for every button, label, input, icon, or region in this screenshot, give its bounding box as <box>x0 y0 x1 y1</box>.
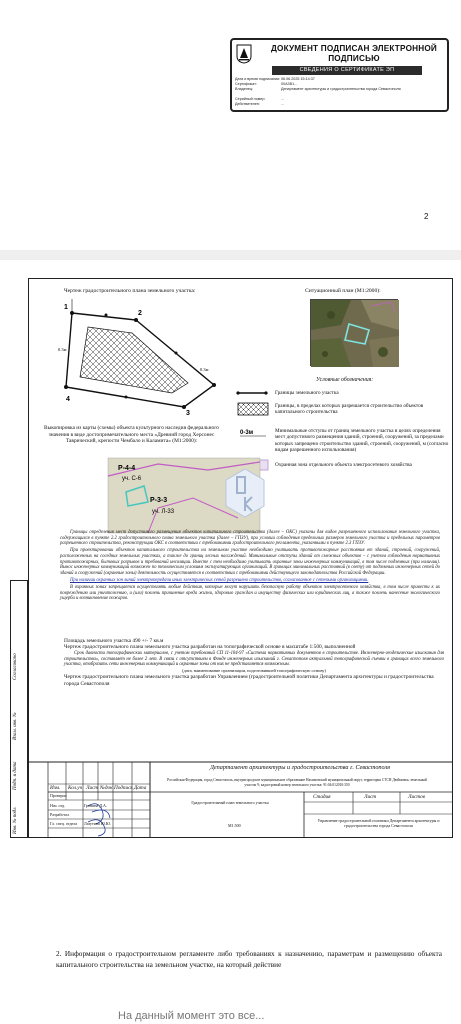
page-number: 2 <box>424 212 429 221</box>
survey-basis: Чертеж градостроительного плана земельного участка разработан на топографической основе в масштабе 1:500, выполненной <box>64 644 356 651</box>
plan-title: Чертеж градостроительного плана земельного участка: <box>64 288 196 294</box>
plan-dim-label: 0.3м <box>200 367 209 372</box>
legend-item: Границы, в пределах которых разрешается строительство объектов капитального строительства <box>275 403 424 416</box>
survey-note: Срок давности топографических материалов, с учетом требований СП 11-104-97 «Система нормативных документов в строительстве. Инженерно-геодезические изыскания для строительства», составляет не более 2 лет. В связи с отсутствием в Фонде инженерных изысканий г. Севастополя актуальной топографической съемки в границах всего земельного участка, отобразить сети инженерных коммуникаций и охранные зоны от них не представляется возможным. <box>64 650 444 668</box>
tb-header: Лист <box>86 785 99 791</box>
tb-header: Дата <box>134 785 147 791</box>
tb-department: Управление градостроительной политики Департамента архитектуры и градостроительства города Севастополя <box>317 818 440 828</box>
plan-point-label: 3 <box>186 410 190 417</box>
aerial-photo <box>311 300 399 367</box>
developer-note: Чертеж градостроительного плана земельного участка разработан Управлением (градостроительной политики Департамента архитектуры и градостроительства города Севастополя <box>64 674 434 687</box>
side-label: Подп. и дата <box>13 761 18 790</box>
portal-watermark-icon <box>224 467 266 519</box>
cert-heading: СВЕДЕНИЯ О СЕРТИФИКАТЕ ЭП <box>272 66 422 75</box>
highlighted-note: При наличии охранных зон линий электропередачи иных электрических сетей разрешено строительство, согласованное с сетевыми организациями. <box>70 578 369 583</box>
side-label: Согласовано <box>13 653 18 680</box>
note-paragraph: Границы определения мест допустимого размещения объектов капитального строительства (далее – ОКС) указаны для видов разрешенного использования земельного участка, содержащихся в пункте 2.2 градостроительного плана земельного участка (далее – ГПЗУ), при условии соблюдения предельных размеров земельного участка и предельных параметров разрешенного строительства, реконструкции ОКС в соответствии с требованиями градостроительного регламента, указанными в пункте 2.3 ГПЗУ. <box>60 530 440 547</box>
plan-point-label: 2 <box>138 310 142 317</box>
stamp-row: Серийный номер: ... <box>235 97 285 101</box>
zone-label: Р-3-3 <box>150 497 168 504</box>
tb-name: Лазутина Ю.Ю. <box>84 821 112 826</box>
setback-legend-icon <box>236 426 274 438</box>
approval-side-strip <box>10 580 28 838</box>
tb-header: Кол.уч <box>68 785 83 791</box>
stamp-row: Дата и время подписания:06.06.2025 15:14:37 <box>235 77 315 81</box>
sevastopol-emblem-icon <box>236 44 252 64</box>
tb-stage-header: Лист <box>364 794 377 800</box>
stamp-row: Действителен: ... <box>235 102 285 106</box>
stamp-row: Владелец: Департамент архитектуры и градостроительства города Севастополя <box>235 87 401 91</box>
tb-header: Подпись <box>114 785 133 791</box>
legend-item: Границы земельного участка <box>275 390 339 396</box>
zone-label: уч. Л-33 <box>152 509 175 515</box>
plan-point-label: 1 <box>64 304 68 311</box>
legend-item: Охранная зона отдельного объекта электросетевого хозяйства <box>275 462 412 468</box>
side-label: Взам. инв. № <box>13 712 18 740</box>
tb-header: №док <box>100 785 113 791</box>
note-paragraph: При проектировании объектов капитального строительства на земельном участке необходимо учитывать противопожарные расстояния от зданий, строений, сооружений, расположенных на соседних земельных участках, а также до границ лесных насаждений. Минимальные отступы зданий от смежных объектов – с учетом соблюдения нормативных противопожарных, бытовых разрывов и требований инсоляции. Вместе с тем необходимо учитывать охранные зоны инженерных коммуникаций, в том числе подземных (при наличии). Вынос инженерных коммуникаций возможен по техническим условиям эксплуатирующих организаций. В границах минимальных расстояний (в свету) от подземных инженерных сетей до зданий и сооружений (охранные зоны) деятельность осуществляется в соответствии с требованиями действующего законодательства Российской Федерации. <box>60 548 440 577</box>
build-zone-legend-icon <box>236 402 270 416</box>
title-block-organization: Департамент архитектуры и градостроительства г. Севастополя <box>209 764 391 771</box>
land-plot-drawing <box>36 295 226 417</box>
tb-header: Изм. <box>50 785 61 791</box>
plot-boundary-legend-icon <box>236 388 270 398</box>
stamp-title: ДОКУМЕНТ ПОДПИСАН ЭЛЕКТРОННОЙ ПОДПИСЬЮ <box>270 44 438 63</box>
tb-name: Гронина Д.А. <box>84 803 107 808</box>
vicinity-caption: Выкопировка из карты (схемы) объекта культурного наследия федерального значения в виде достопримечательного места «Древний город Херсонес Таврический, крепости Чембало и Каламита» (М1:2000): <box>44 425 219 445</box>
tb-document-title: Градостроительный план земельного участка <box>191 800 269 805</box>
svg-text:0-3м: 0-3м <box>240 430 254 436</box>
legend-title: Условные обозначения: <box>316 377 374 383</box>
survey-block <box>64 638 444 687</box>
page-separator <box>0 250 461 260</box>
side-label: Инв. № подл. <box>13 806 18 834</box>
e-signature-stamp <box>230 38 449 112</box>
plot-area: Площадь земельного участка 490 +/- 7 кв.м <box>64 638 164 644</box>
gpzu-drawing-page <box>0 260 461 1024</box>
situation-title: Ситуационный план (М1:2000): <box>305 288 381 294</box>
tb-role: Гл. спец. отдела <box>50 821 78 826</box>
stamp-row: Сертификат: 00A3B1... <box>235 82 298 86</box>
situation-plan-map <box>310 299 398 366</box>
tb-scale: М1:500 <box>228 823 241 828</box>
drawing-notes <box>60 530 440 603</box>
section-2-paragraph: 2. Информация о градостроительном регламенте либо требованиях к назначению, параметрам и размещению объекта капитального строительства на земельном участке, на который действие <box>56 949 442 970</box>
plan-dim-label: 0.3м <box>58 347 67 352</box>
tb-role: Нач. отд. <box>50 803 66 808</box>
partial-next-line: На данный момент это все... <box>118 1010 265 1022</box>
tb-role: Проверил <box>50 793 67 798</box>
zone-label: уч. С-6 <box>122 476 142 482</box>
legend-item: Минимальные отступы от границ земельного участка в целях определения мест допустимого размещения зданий, строений, сооружений, за пределами которых запрещено строительство зданий, строений, сооружений, м (согласно видам разрешенного использования) <box>275 428 449 454</box>
plan-point-label: 4 <box>66 396 70 403</box>
tb-stage-header: Стадия <box>313 794 331 800</box>
tb-role: Разработал <box>50 812 69 817</box>
note-paragraph: В охранных зонах запрещается осуществлять любые действия, которые могут нарушить безопасную работу объектов электросетевого хозяйства, в том числе привести к их повреждению или уничтожению, и (или) повлечь причинение вреда жизни, здоровью граждан и имуществу физических или юридических лиц, а также повлечь нанесение экологического ущерба и возникновение пожаров. <box>60 584 440 602</box>
survey-caption: (дата, наименование организации, подготовившей топографическую основу) <box>182 667 326 673</box>
title-block-address: Российская Федерация, город Севастополь, внутригородское муниципальное образование Нахимовский муниципальный округ, территория СТСН Дюймовка, земельный участок 9; кадастровый номер земельного участка: 91:04:012010:350 <box>167 778 427 787</box>
signature-page <box>0 0 461 250</box>
zone-label: Р-4-4 <box>118 465 136 472</box>
tb-stage-header: Листов <box>408 794 426 800</box>
